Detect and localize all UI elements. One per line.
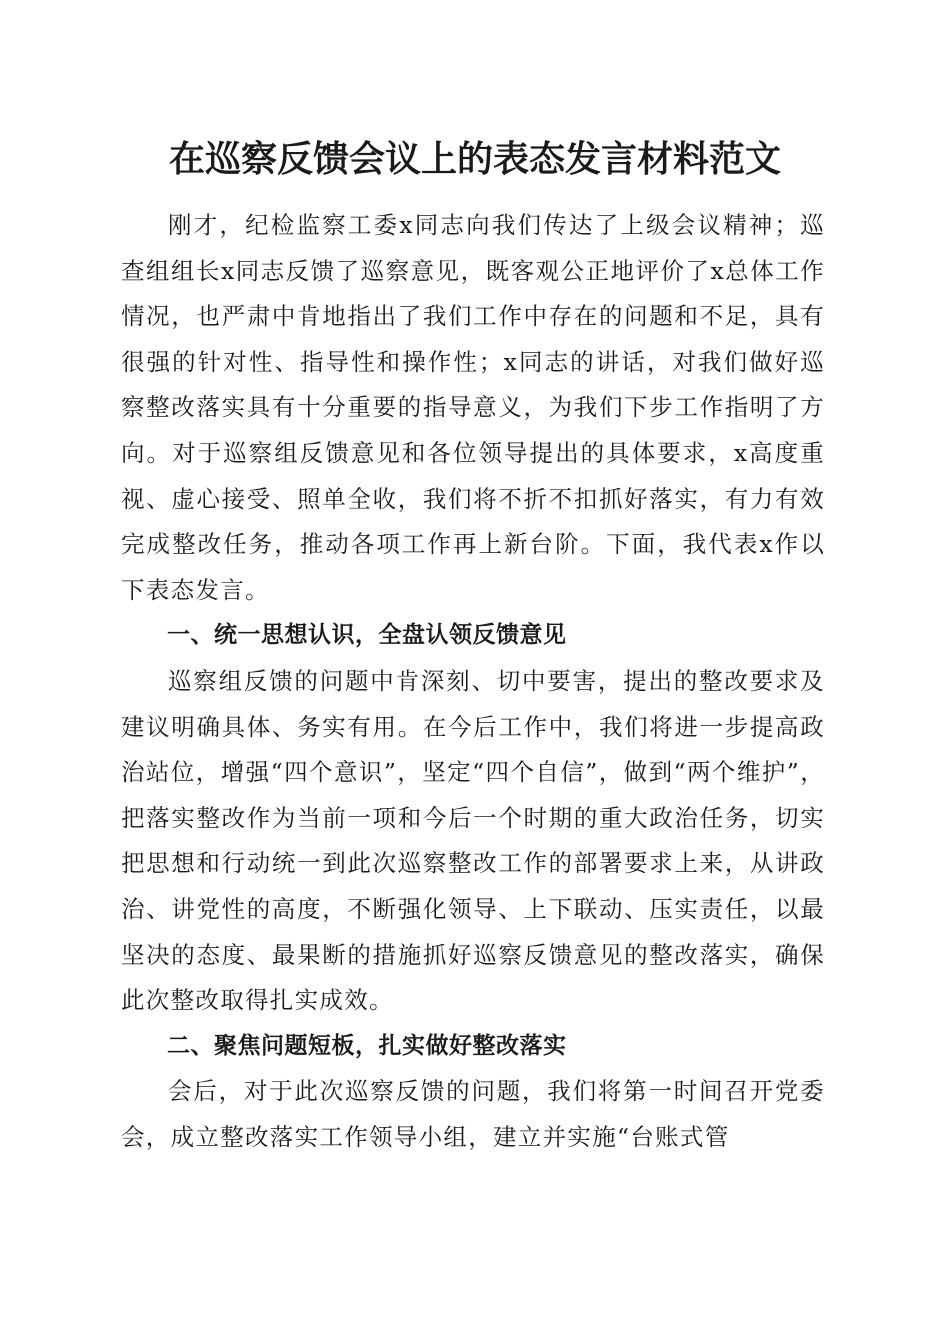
- section-heading-1: 一、统一思想认识，全盘认领反馈意见: [167, 622, 567, 649]
- document-body: [121, 203, 825, 1160]
- document-title: 在巡察反馈会议上的表态发言材料范文: [168, 138, 781, 180]
- section-paragraph-2: 会后，对于此次巡察反馈的问题，我们将第一时间召开党委会，成立整改落实工作领导小组，建立并实施“台账式管: [121, 1077, 825, 1151]
- section-heading-2: 二、聚焦问题短板，扎实做好整改落实: [167, 1032, 567, 1059]
- section-paragraph-1: 巡察组反馈的问题中肯深刻、切中要害，提出的整改要求及建议明确具体、务实有用。在今后工作中，我们将进一步提高政治站位，增强“四个意识”，坚定“四个自信”，做到“两个维护”，把落实整改作为当前一项和今后一个时期的重大政治任务，切实把思想和行动统一到此次巡察整改工作的部署要求上来，从讲政治、讲党性的高度，不断强化领导、上下联动、压实责任，以最坚决的态度、最果断的措施抓好巡察反馈意见的整改落实，确保此次整改取得扎实成效。: [121, 666, 825, 1015]
- intro-paragraph: 刚才，纪检监察工委x同志向我们传达了上级会议精神；巡查组组长x同志反馈了巡察意见，既客观公正地评价了x总体工作情况，也严肃中肯地指出了我们工作中存在的问题和不足，具有很强的针对性、指导性和操作性；x同志的讲话，对我们做好巡察整改落实具有十分重要的指导意义，为我们下步工作指明了方向。对于巡察组反馈意见和各位领导提出的具体要求，x高度重视、虚心接受、照单全收，我们将不折不扣抓好落实，有力有效完成整改任务，推动各项工作再上新台阶。下面，我代表x作以下表态发言。: [121, 211, 825, 604]
